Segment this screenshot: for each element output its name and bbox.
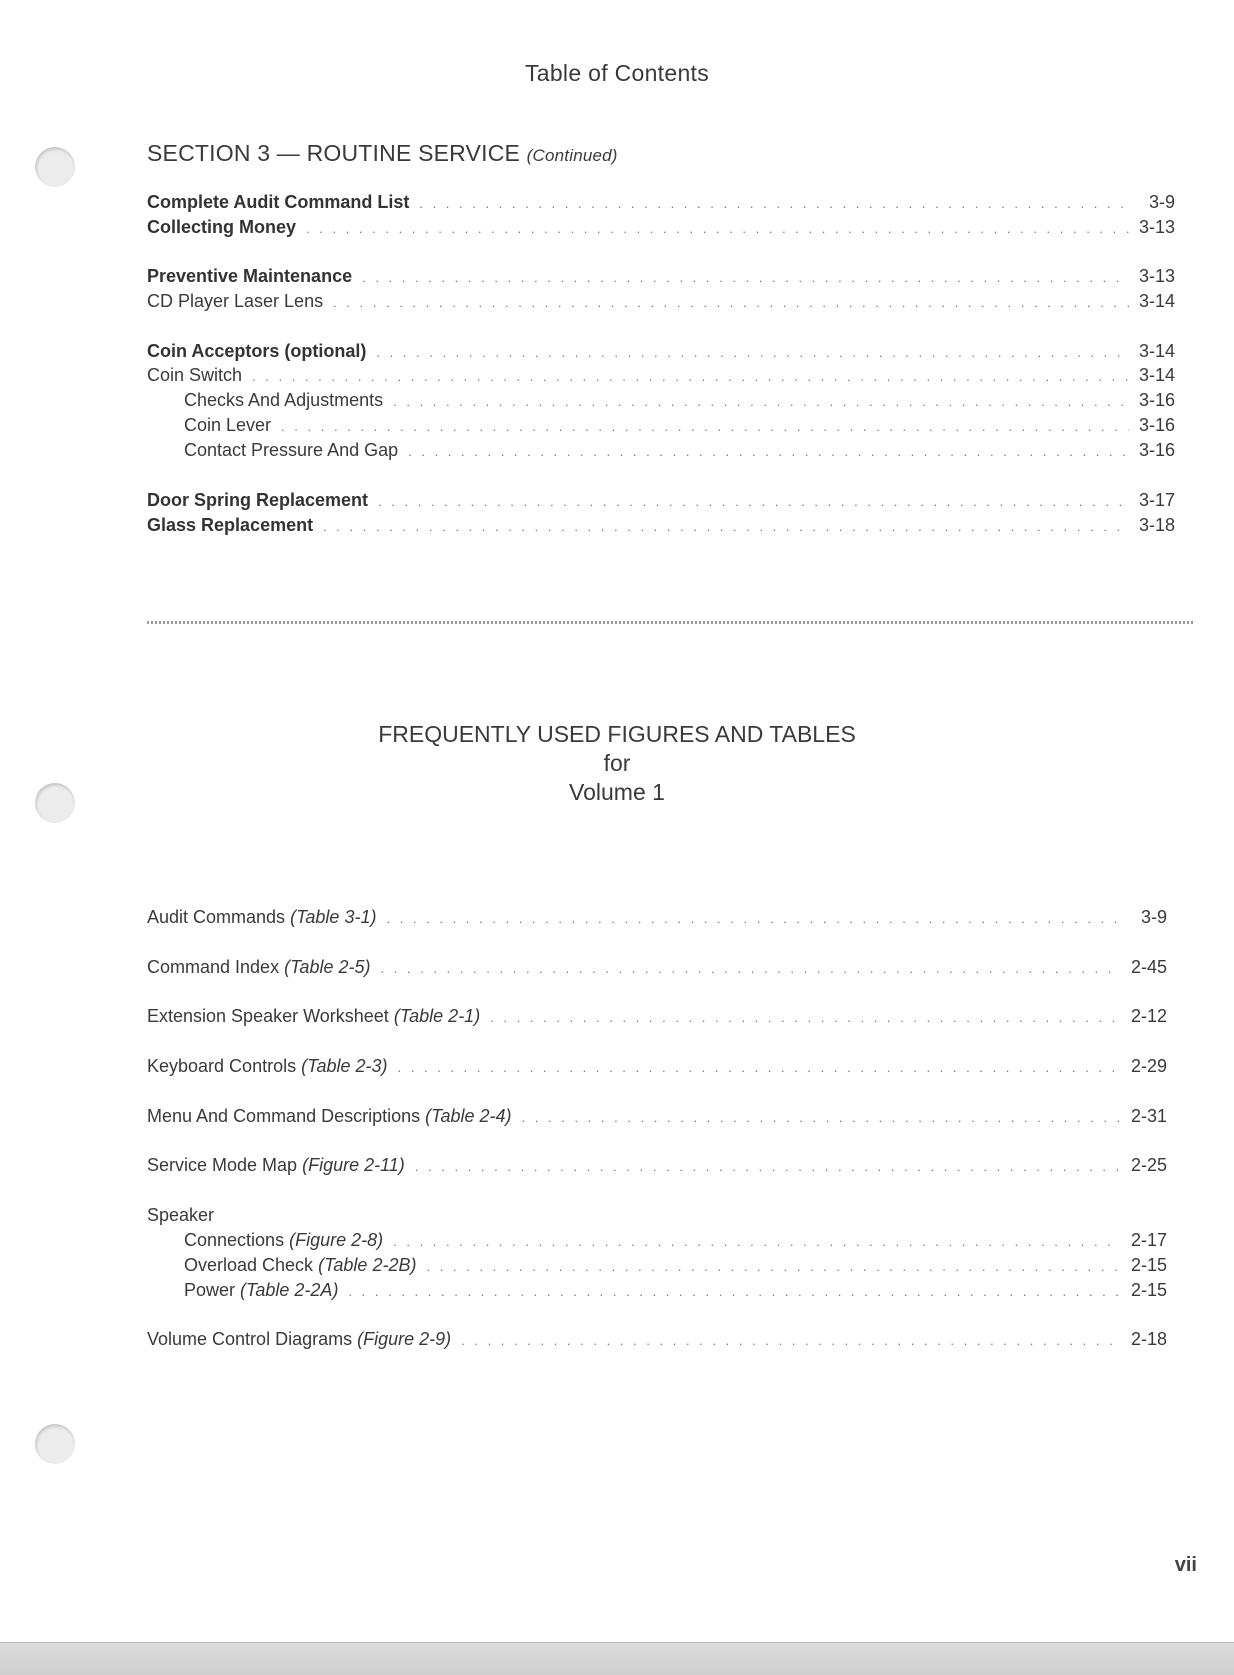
figure-subentry[interactable]: Overload Check (Table 2-2B) . . . 2-15 bbox=[184, 1254, 1167, 1278]
figure-page-number: 2-18 bbox=[1130, 1329, 1167, 1349]
dot-leader bbox=[378, 491, 1129, 513]
punch-hole-top bbox=[35, 147, 75, 187]
figure-page-number: 2-17 bbox=[1130, 1230, 1167, 1250]
figure-group-label: Speaker bbox=[147, 1205, 215, 1225]
toc-entry[interactable]: Coin Acceptors (optional) . . . 3-14 bbox=[147, 340, 1175, 364]
dot-leader bbox=[376, 342, 1129, 364]
dot-leader bbox=[419, 193, 1129, 215]
dot-leader bbox=[333, 292, 1129, 314]
figure-entry[interactable]: Service Mode Map (Figure 2-11) . . . 2-25 bbox=[147, 1154, 1167, 1178]
section-title: SECTION 3 — ROUTINE SERVICE bbox=[147, 140, 521, 166]
section-heading bbox=[147, 140, 618, 167]
toc-page-number: 3-16 bbox=[1138, 440, 1175, 460]
figure-entry[interactable]: Volume Control Diagrams (Figure 2-9) . . . 2-18 bbox=[147, 1328, 1167, 1352]
figure-subentry[interactable]: Power (Table 2-2A) . . . 2-15 bbox=[184, 1279, 1167, 1303]
figure-page-number: 2-45 bbox=[1130, 957, 1167, 977]
page-title: Table of Contents bbox=[524, 60, 710, 86]
figures-heading bbox=[0, 720, 1234, 807]
toc-page-number: 3-13 bbox=[1138, 266, 1175, 286]
toc-page-number: 3-13 bbox=[1138, 217, 1175, 237]
toc-subentry[interactable]: Coin Lever . . . 3-16 bbox=[184, 414, 1175, 438]
dot-leader bbox=[281, 416, 1129, 438]
dot-leader bbox=[426, 1256, 1121, 1278]
figure-entry[interactable]: Menu And Command Descriptions (Table 2-4) . . . 2-31 bbox=[147, 1105, 1167, 1129]
dot-leader bbox=[393, 1231, 1121, 1253]
figure-page-number: 2-15 bbox=[1130, 1255, 1167, 1275]
figure-page-number: 3-9 bbox=[1140, 907, 1167, 927]
figures-heading-line3: Volume 1 bbox=[569, 779, 665, 805]
toc-page-number: 3-16 bbox=[1138, 415, 1175, 435]
toc-entry[interactable]: Coin Switch . . . 3-14 bbox=[147, 364, 1175, 388]
dot-leader bbox=[252, 366, 1129, 388]
figure-page-number: 2-12 bbox=[1130, 1006, 1167, 1026]
figure-entry[interactable]: Audit Commands (Table 3-1) . . . 3-9 bbox=[147, 906, 1167, 930]
toc-page-number: 3-9 bbox=[1148, 192, 1175, 212]
punch-hole-bottom bbox=[35, 1424, 75, 1464]
dot-leader bbox=[408, 441, 1129, 463]
toc-entry[interactable]: Preventive Maintenance . . . 3-13 bbox=[147, 265, 1175, 289]
dot-leader bbox=[306, 218, 1129, 240]
dot-leader bbox=[415, 1156, 1121, 1178]
figures-heading-line1: FREQUENTLY USED FIGURES AND TABLES bbox=[378, 721, 856, 747]
scan-bottom-edge bbox=[0, 1642, 1234, 1675]
section-continued: (Continued) bbox=[526, 146, 618, 165]
toc-entry[interactable]: Complete Audit Command List . . . 3-9 bbox=[147, 191, 1175, 215]
toc-page-number: 3-14 bbox=[1138, 341, 1175, 361]
toc-subentry[interactable]: Contact Pressure And Gap . . . 3-16 bbox=[184, 439, 1175, 463]
dot-leader bbox=[386, 908, 1121, 930]
dot-leader bbox=[398, 1057, 1122, 1079]
figure-page-number: 2-29 bbox=[1130, 1056, 1167, 1076]
dot-leader bbox=[323, 516, 1129, 538]
dot-leader bbox=[490, 1007, 1121, 1029]
toc-entry[interactable]: Door Spring Replacement . . . 3-17 bbox=[147, 489, 1175, 513]
toc-page-number: 3-18 bbox=[1138, 515, 1175, 535]
toc-entry[interactable]: Collecting Money . . . 3-13 bbox=[147, 216, 1175, 240]
dot-leader bbox=[362, 267, 1129, 289]
dot-leader bbox=[380, 958, 1121, 980]
toc-subentry[interactable]: Checks And Adjustments . . . 3-16 bbox=[184, 389, 1175, 413]
toc-page-number: 3-16 bbox=[1138, 390, 1175, 410]
page-number: vii bbox=[1174, 1554, 1197, 1576]
dotted-divider bbox=[147, 621, 1195, 624]
figure-subentry[interactable]: Connections (Figure 2-8) . . . 2-17 bbox=[184, 1229, 1167, 1253]
figure-page-number: 2-31 bbox=[1130, 1106, 1167, 1126]
toc-page-number: 3-17 bbox=[1138, 490, 1175, 510]
toc-page-number: 3-14 bbox=[1138, 291, 1175, 311]
dot-leader bbox=[522, 1107, 1121, 1129]
figure-page-number: 2-25 bbox=[1130, 1155, 1167, 1175]
toc-page-number: 3-14 bbox=[1138, 365, 1175, 385]
dot-leader bbox=[393, 391, 1129, 413]
dot-leader bbox=[461, 1330, 1121, 1352]
figure-entry[interactable]: Command Index (Table 2-5) . . . 2-45 bbox=[147, 956, 1167, 980]
figure-entry[interactable]: Extension Speaker Worksheet (Table 2-1) . . . 2-12 bbox=[147, 1005, 1167, 1029]
figure-entry[interactable]: Keyboard Controls (Table 2-3) . . . 2-29 bbox=[147, 1055, 1167, 1079]
toc-entry[interactable]: Glass Replacement . . . 3-18 bbox=[147, 514, 1175, 538]
figure-page-number: 2-15 bbox=[1130, 1280, 1167, 1300]
figures-heading-line2: for bbox=[603, 750, 631, 776]
dot-leader bbox=[348, 1281, 1121, 1303]
toc-entry[interactable]: CD Player Laser Lens . . . 3-14 bbox=[147, 290, 1175, 314]
